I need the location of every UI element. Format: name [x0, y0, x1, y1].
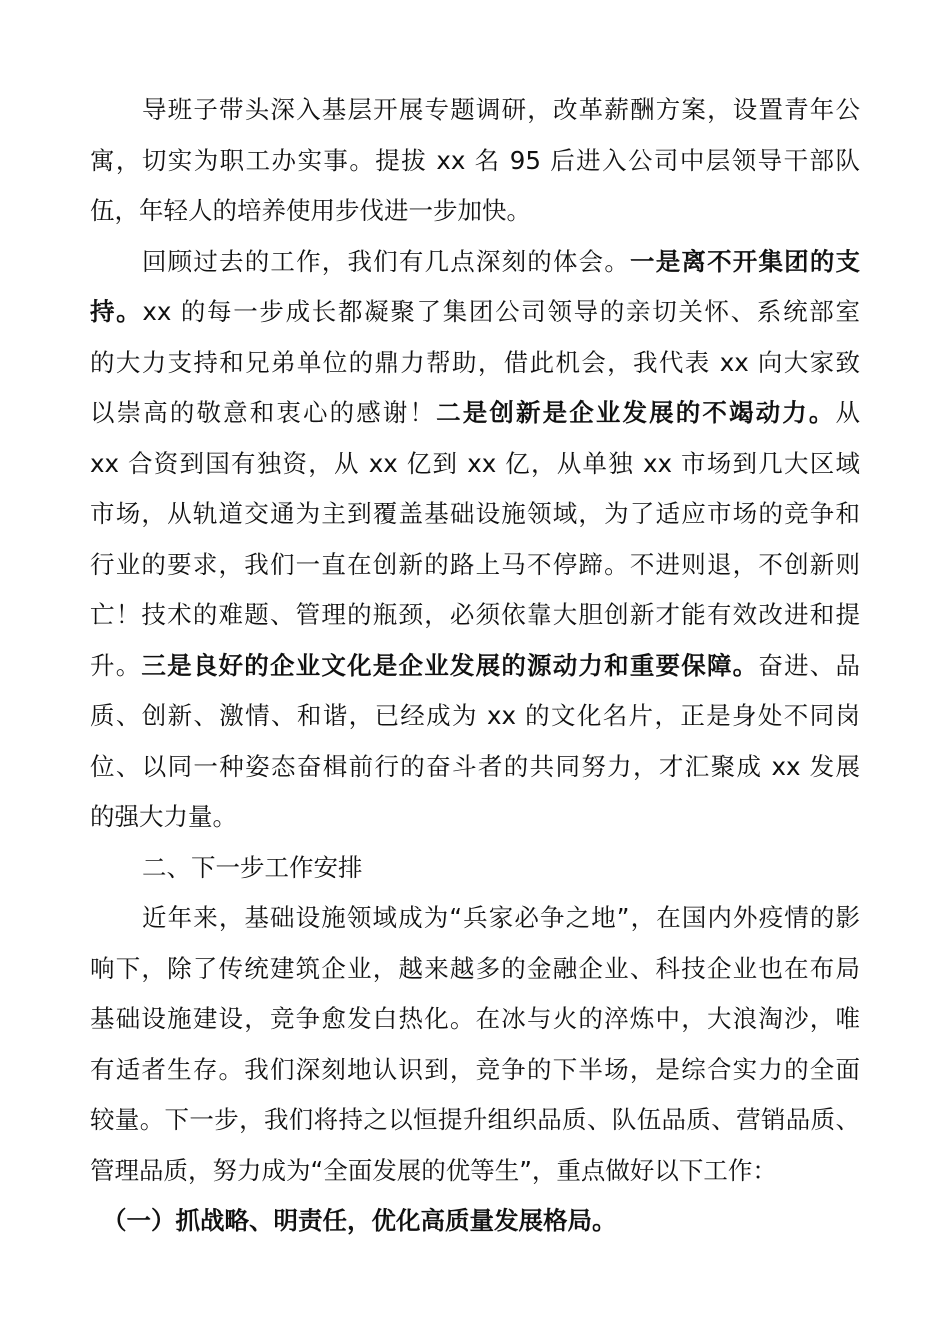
bold-text: 持。	[90, 297, 143, 326]
body-text: 的大力支持和兄弟单位的鼎力帮助，借此机会，我代表 xx 向大家致	[90, 347, 860, 377]
body-text: 导班子带头深入基层开展专题调研，改革薪酬方案，设置青年公	[142, 95, 860, 124]
text-line	[90, 547, 860, 598]
text-line	[90, 698, 860, 749]
text-line	[90, 496, 860, 547]
bold-text: 一是离不开集团的支	[630, 246, 861, 276]
body-text: 的强大力量。	[90, 802, 237, 831]
bold-text: （一）抓战略、明责任，优化高质量发展格局。	[102, 1206, 617, 1235]
body-text: 回顾过去的工作，我们有几点深刻的体会。	[142, 246, 631, 276]
body-text: 升。	[90, 650, 142, 680]
text-line	[90, 446, 860, 497]
text-line	[90, 749, 860, 800]
body-text: xx 合资到国有独资，从 xx 亿到 xx 亿，从单独 xx 市场到几大区域	[90, 448, 860, 478]
bold-text: 三是良好的企业文化是企业发展的源动力和重要保障。	[141, 650, 759, 680]
text-line	[90, 1102, 860, 1153]
body-text: 位、以同一种姿态奋楫前行的奋斗者的共同努力，才汇聚成 xx 发展	[90, 751, 860, 781]
text-line	[90, 1153, 860, 1204]
text-line	[90, 850, 860, 901]
body-text: xx 的每一步成长都凝聚了集团公司领导的亲切关怀、系统部室	[142, 297, 860, 326]
body-text: 二、下一步工作安排	[142, 852, 363, 882]
bold-text: 二是创新是企业发展的不竭动力。	[436, 398, 836, 427]
body-text: 管理品质，努力成为“全面发展的优等生”，重点做好以下工作：	[90, 1155, 777, 1185]
text-line	[90, 143, 860, 194]
text-line	[90, 951, 860, 1002]
text-line	[90, 799, 860, 850]
body-text: 较量。下一步，我们将持之以恒提升组织品质、队伍品质、营销品质、	[90, 1105, 860, 1134]
body-text: 市场，从轨道交通为主到覆盖基础设施领域，为了适应市场的竞争和	[90, 499, 860, 528]
body-text: 从	[835, 398, 860, 427]
document-page	[90, 92, 860, 1254]
text-line	[90, 597, 860, 648]
text-line	[90, 193, 860, 244]
body-text: 亡！技术的难题、管理的瓶颈，必须依靠大胆创新才能有效改进和提	[90, 600, 860, 629]
text-line	[90, 900, 860, 951]
body-text: 质、创新、激情、和谐，已经成为 xx 的文化名片，正是身处不同岗	[90, 701, 860, 730]
body-text: 基础设施建设，竞争愈发白热化。在冰与火的淬炼中，大浪淘沙，唯	[90, 1004, 860, 1033]
text-line	[90, 92, 860, 143]
text-line	[90, 345, 860, 396]
body-text: 有适者生存。我们深刻地认识到，竞争的下半场，是综合实力的全面	[90, 1054, 860, 1084]
body-text: 奋进、品	[758, 650, 861, 680]
text-line	[90, 1001, 860, 1052]
text-line	[90, 294, 860, 345]
text-line	[90, 648, 860, 699]
body-text: 响下，除了传统建筑企业，越来越多的金融企业、科技企业也在布局	[90, 953, 860, 983]
section-heading	[90, 1203, 860, 1254]
text-line	[90, 1052, 860, 1103]
text-line	[90, 395, 860, 446]
body-text: 寓，切实为职工办实事。提拔 xx 名 95 后进入公司中层领导干部队	[90, 145, 860, 175]
body-text: 行业的要求，我们一直在创新的路上马不停蹄。不进则退，不创新则	[90, 549, 860, 579]
body-text: 以崇高的敬意和衷心的感谢！	[90, 398, 437, 427]
body-text: 伍，年轻人的培养使用步伐进一步加快。	[90, 196, 531, 225]
body-text: 近年来，基础设施领域成为“兵家必争之地”，在国内外疫情的影	[142, 903, 860, 932]
text-line	[90, 244, 860, 295]
